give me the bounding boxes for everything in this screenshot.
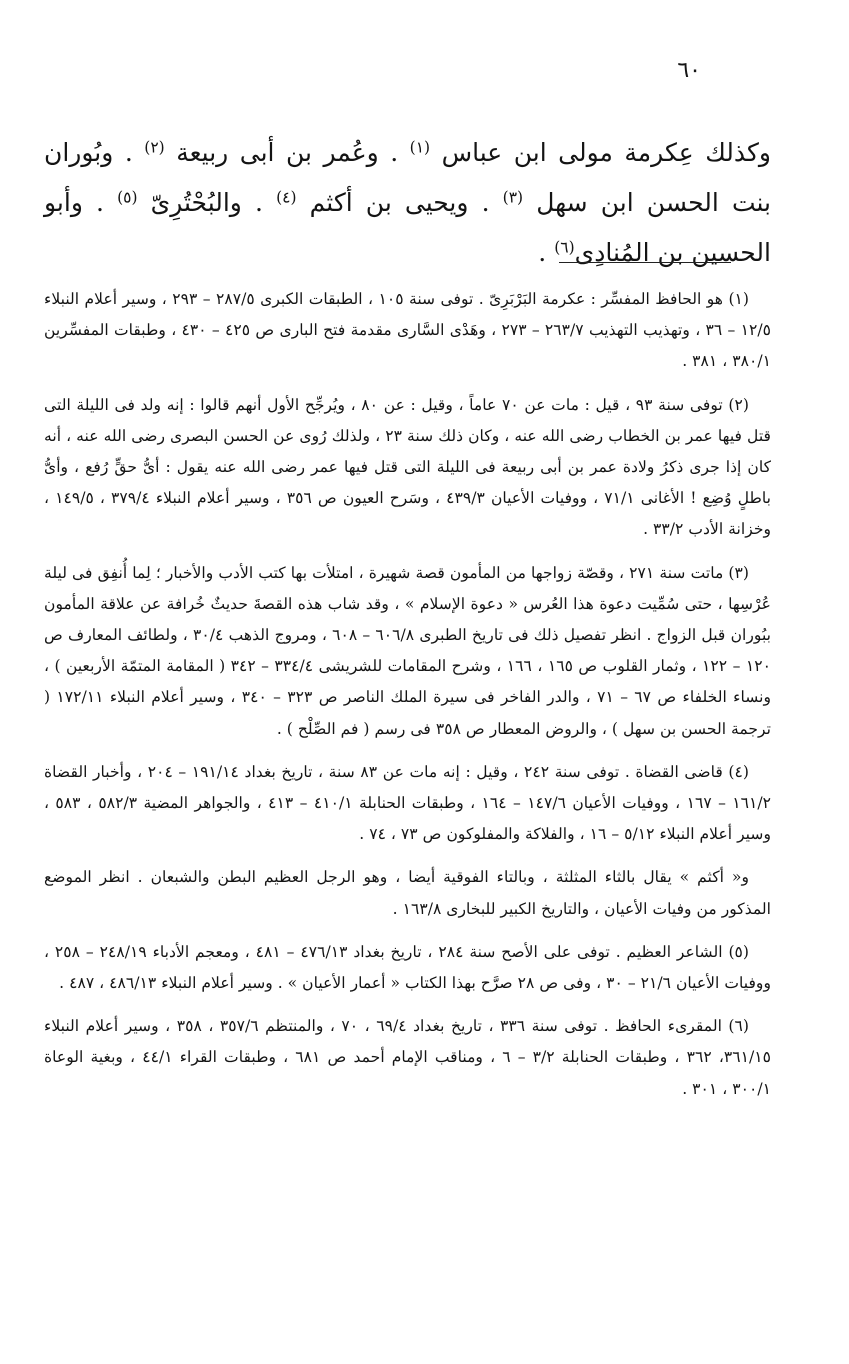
footnote-ref-1: (١) (409, 138, 431, 157)
footnote-5 (44, 937, 771, 999)
main-text-segment: وكذلك عِكرمة مولى ابن عباس (441, 138, 771, 167)
footnote-separator (559, 262, 731, 263)
footnotes (44, 284, 771, 1117)
footnote-text: هو الحافظ المفسِّر : عكرمة البَرْبَرِىّ . توفى سنة ١٠٥ ، الطبقات الكبرى ٢٨٧/٥ – ٢٩٣ ، وسير أعلام النبلاء ١٢/٥ – ٣٦ ، وتهذيب التهذيب ٢٦٣/٧ – ٢٧٣ ، وهَدْى السَّارى مقدمة فتح البارى ص ٤٢٥ – ٤٣٠ ، وطبقات المفسِّرين ٣٨٠/١ ، ٣٨١ . (44, 290, 771, 371)
page-number: ٦٠ (677, 58, 701, 83)
main-text-segment: . وعُمر بن أبى ربيعة (164, 138, 410, 167)
footnote-4-addendum (44, 862, 771, 924)
footnote-text: و« أكثم » يقال بالثاء المثلثة ، وبالتاء الفوقية أيضا ، وهو الرجل العظيم البطن والشبعان . انظر الموضع المذكور من وفيات الأعيان ، والتاريخ الكبير للبخارى ١٦٣/٨ . (44, 868, 771, 918)
main-paragraph (44, 128, 771, 278)
footnote-text: الشاعر العظيم . توفى على الأصح سنة ٢٨٤ ، تاريخ بغداد ٤٧٦/١٣ – ٤٨١ ، ومعجم الأدباء ٢٤٨/١٩ – ٢٥٨ ، ووفيات الأعيان ٢١/٦ – ٣٠ ، وفى ص ٢٨ صرَّح بهذا الكتاب « أعمار الأعيان » . وسير أعلام النبلاء ٤٨٦/١٣ ، ٤٨٧ . (44, 942, 771, 993)
footnote-ref-2: (٢) (144, 138, 165, 157)
main-text-segment: . ويحيى بن أكثم (296, 188, 503, 217)
footnote-6 (44, 1011, 771, 1105)
footnote-1 (44, 284, 771, 378)
footnote-ref-6: (٦) (554, 238, 575, 257)
footnote-number: (٦) (728, 1017, 749, 1036)
footnote-3 (44, 558, 771, 745)
footnote-text: توفى سنة ٩٣ ، قيل : مات عن ٧٠ عاماً ، وقيل : عن ٨٠ ، ويُرجِّح الأول أنهم قالوا : إنه ولد فى الليلة التى قتل فيها عمر بن الخطاب رضى الله عنه ، وكان ذلك سنة ٢٣ ، ولذلك رُوى عن الحسن البصرى رضى الله عنه ، أنه كان إذا جرى ذكرُ ولادة عمر بن أبى ربيعة فى الليلة التى قتل فيها عمر رضى الله عنه يقول : أىُّ حقٍّ رُفع ، وأىُّ باطلٍ وُضِع ! الأغانى ٧١/١ ، ووفيات الأعيان ٤٣٩/٣ ، وسَرح العيون ص ٣٥٦ ، وسير أعلام النبلاء ٣٧٩/٤ ، ١٤٩/٥ ، وخزانة الأدب ٣٣/٢ . (44, 395, 772, 539)
footnote-ref-3: (٣) (502, 188, 524, 207)
footnote-number: (٢) (728, 395, 749, 414)
footnote-number: (٣) (728, 563, 749, 582)
footnote-text: المقرىء الحافظ . توفى سنة ٣٣٦ ، تاريخ بغداد ٦٩/٤ ، ٧٠ ، والمنتظم ٣٥٧/٦ ، ٣٥٨ ، وسير أعلام النبلاء ٣٦١/١٥، ٣٦٢ ، وطبقات الحنابلة ٣/٢ – ٦ ، ومناقب الإمام أحمد ص ٦٨١ ، وطبقات القراء ٤٤/١ ، وبغية الوعاة ٣٠٠/١ ، ٣٠١ . (44, 1017, 772, 1098)
main-text-segment: . والبُحْتُرِىّ (137, 188, 277, 217)
main-text-segment: . (538, 238, 555, 267)
footnote-4 (44, 757, 771, 851)
main-text-segment: . وبُوران بنت الحسن ابن سهل (44, 138, 771, 217)
footnote-2 (44, 390, 771, 546)
footnote-ref-4: (٤) (276, 188, 297, 207)
footnote-ref-5: (٥) (117, 188, 138, 207)
footnote-number: (٥) (728, 942, 750, 961)
footnote-number: (٤) (728, 762, 749, 781)
main-text-segment: . وأبو الحسين بن المُنادِى (44, 188, 771, 267)
footnote-number: (١) (728, 290, 750, 308)
main-text (44, 128, 771, 278)
footnote-text: قاضى القضاة . توفى سنة ٢٤٢ ، وقيل : إنه مات عن ٨٣ سنة ، تاريخ بغداد ١٩١/١٤ – ٢٠٤ ، وأخبار القضاة ١٦١/٢ – ١٦٧ ، ووفيات الأعيان ١٤٧/٦ – ١٦٤ ، وطبقات الحنابلة ٤١٠/١ – ٤١٣ ، والجواهر المضية ٥٨٢/٣ ، ٥٨٣ ، وسير أعلام النبلاء ٥/١٢ – ١٦ ، والفلاكة والمفلوكون ص ٧٣ ، ٧٤ . (44, 762, 771, 844)
footnote-text: ماتت سنة ٢٧١ ، وقصّة زواجها من المأمون قصة شهيرة ، امتلأت بها كتب الأدب والأخبار ؛ لِما أُنفِق فى ليلة عُرْسِها ، حتى سُمِّيت دعوة هذا العُرس « دعوة الإسلام » ، وقد شاب هذه القصةَ حديثٌ خُرافة عن علاقة المأمون ببُوران قبل الزواج . انظر تفصيل ذلك فى تاريخ الطبرى ٦٠٦/٨ – ٦٠٨ ، ومروج الذهب ٣٠/٤ ، ولطائف المعارف ص ١٢٠ – ١٢٢ ، وثمار القلوب ص ١٦٥ ، ١٦٦ ، وشرح المقامات للشريشى ٣٣٤/٤ – ٣٤٢ ( المقامة المتمّة الأربعين ) ، ونساء الخلفاء ص ٦٧ – ٧١ ، والدر الفاخر فى سيرة الملك الناصر ص ٣٢٣ – ٣٤٠ ، وسير أعلام النبلاء ١٧٢/١١ ( ترجمة الحسن بن سهل ) ، والروض المعطار ص ٣٥٨ فى رسم ( فم الصِّلْح ) . (44, 563, 771, 738)
